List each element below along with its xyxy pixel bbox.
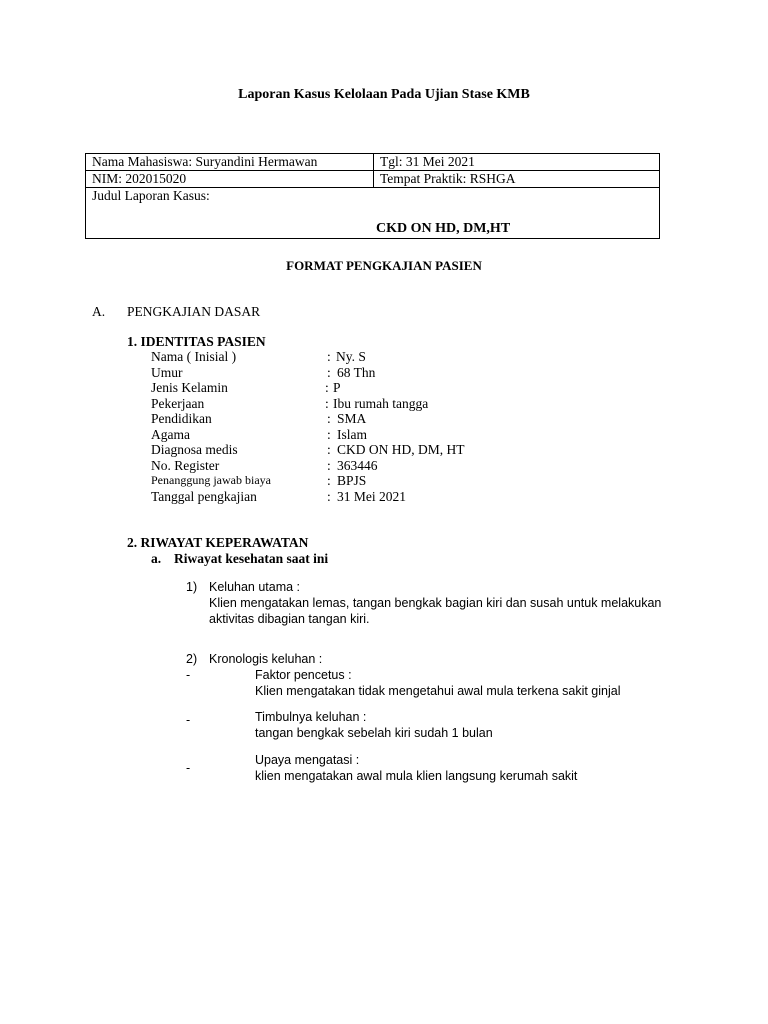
section-a-letter: A. (92, 304, 106, 319)
identity-row-label: Pendidikan (151, 411, 212, 426)
identity-row-separator: : (327, 442, 331, 457)
identity-row-separator: : (325, 380, 329, 395)
identity-row-value: SMA (337, 411, 367, 426)
item1-line1: Klien mengatakan lemas, tangan bengkak bagian kiri dan susah untuk melakukan (209, 596, 662, 610)
identity-row-value: Ibu rumah tangga (333, 395, 429, 411)
item2-label: Kronologis keluhan : (209, 652, 323, 666)
identity-row-label: Agama (151, 426, 190, 442)
bullet-label: Timbulnya keluhan : (255, 710, 367, 724)
identity-row-separator: : (327, 364, 331, 380)
nim-cell: NIM: 202015020 (86, 171, 374, 188)
identity-row-value: 31 Mei 2021 (337, 488, 406, 504)
bullet-label: Faktor pencetus : (255, 668, 352, 682)
bullet-dash: - (186, 713, 191, 727)
history-heading: 2. RIWAYAT KEPERAWATAN (127, 535, 309, 550)
identity-row-value: 363446 (337, 457, 378, 473)
identity-row-separator: : (325, 395, 329, 411)
case-title-value: CKD ON HD, DM,HT (376, 221, 511, 236)
case-title-label: Judul Laporan Kasus: (92, 188, 210, 203)
identity-row-separator: : (327, 457, 331, 473)
identity-row-label: Diagnosa medis (151, 442, 238, 457)
identity-row-value: 68 Thn (337, 364, 376, 380)
identity-row-value: BPJS (337, 473, 367, 488)
student-name-cell: Nama Mahasiswa: Suryandini Hermawan (86, 154, 374, 171)
identity-row-value: Ny. S (336, 349, 366, 364)
identity-row-value: Islam (337, 426, 367, 442)
identity-row-label: No. Register (151, 457, 220, 473)
bullet-dash: - (186, 761, 191, 775)
identity-row-separator: : (327, 349, 331, 364)
identity-row-separator: : (327, 473, 331, 488)
identity-row-value: P (333, 380, 341, 395)
bullet-text: klien mengatakan awal mula klien langsung kerumah sakit (255, 769, 578, 783)
bullet-text: Klien mengatakan tidak mengetahui awal mula terkena sakit ginjal (255, 684, 621, 698)
header-table (85, 153, 660, 239)
identity-row-label: Pekerjaan (151, 395, 205, 411)
identity-row-separator: : (327, 488, 331, 504)
bullet-dash: - (186, 668, 191, 682)
item1-label: Keluhan utama : (209, 580, 301, 594)
identity-row-label: Tanggal pengkajian (151, 488, 257, 504)
identity-row-value: CKD ON HD, DM, HT (337, 442, 465, 457)
item2-number: 2) (186, 652, 198, 666)
identity-row-label: Nama ( Inisial ) (151, 349, 237, 364)
item1-line2: aktivitas dibagian tangan kiri. (209, 612, 370, 626)
item1-number: 1) (186, 580, 198, 594)
bullet-text: tangan bengkak sebelah kiri sudah 1 bulan (255, 726, 493, 740)
case-title-cell (86, 188, 660, 239)
format-title: FORMAT PENGKAJIAN PASIEN (286, 258, 482, 273)
identity-row-label: Jenis Kelamin (151, 380, 228, 395)
identity-row-separator: : (327, 411, 331, 426)
identity-heading: 1. IDENTITAS PASIEN (127, 334, 266, 349)
identity-row-label: Penanggung jawab biaya (151, 473, 271, 487)
identity-row-separator: : (327, 426, 331, 442)
practice-place-cell: Tempat Praktik: RSHGA (374, 171, 660, 188)
bullet-label: Upaya mengatasi : (255, 753, 360, 767)
history-sub-letter: a. (151, 551, 162, 566)
identity-row-label: Umur (151, 364, 183, 380)
report-title: Laporan Kasus Kelolaan Pada Ujian Stase KMB (238, 87, 530, 102)
section-a-label: PENGKAJIAN DASAR (127, 304, 261, 319)
date-cell: Tgl: 31 Mei 2021 (374, 154, 660, 171)
history-sub-heading: Riwayat kesehatan saat ini (174, 551, 329, 566)
